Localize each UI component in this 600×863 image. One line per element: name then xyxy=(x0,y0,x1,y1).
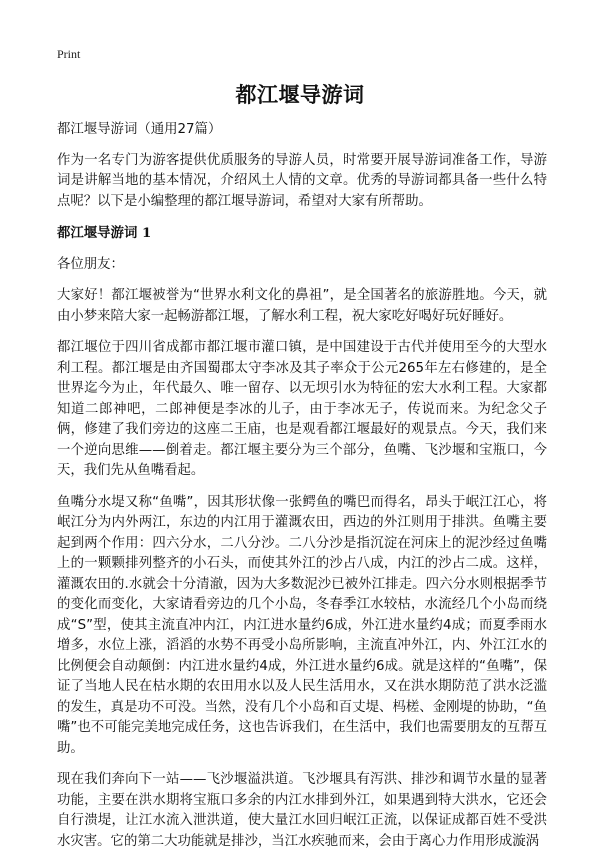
body-paragraph: 现在我们奔向下一站——飞沙堰溢洪道。飞沙堰具有泻洪、排沙和调节水量的显著功能，主要在洪水期将宝瓶口多余的内江水排到外江，如果遇到特大洪水，它还会自行溃堤，让江水流入泄洪道，使大量江水回归岷江正流，以保证成都百姓不受洪水灾害。它的第二大功能就是排沙，当江水疾驰而来，会由于离心力作用形成漩涡 xyxy=(57,772,547,849)
print-link[interactable]: Print xyxy=(57,47,81,61)
document-subtitle: 都江堰导游词（通用27篇） xyxy=(57,122,222,137)
body-paragraph: 大家好！都江堰被誉为“世界水利文化的鼻祖”，是全国著名的旅游胜地。今天，就由小梦来陪大家一起畅游都江堰，了解水利工程，祝大家吃好喝好玩好睡好。 xyxy=(57,288,547,324)
section-heading: 都江堰导游词 1 xyxy=(57,225,152,241)
body-paragraph: 鱼嘴分水堤又称“鱼嘴”，因其形状像一张鳄鱼的嘴巴而得名，昂头于岷江江心，将岷江分为内外两江，东边的内江用于灌溉农田，西边的外江则用于排洪。鱼嘴主要起到两个作用：四六分水，二八分沙。二八分沙是指沉淀在河床上的泥沙经过鱼嘴上的一颗颗排列整齐的小石头，而使其外江的沙占八成，内江的沙占二成。这样，灌溉农田的.水就会十分清澈，因为大多数泥沙已被外江排走。四六分水则根据季节的变化而变化，大家请看旁边的几个小岛，冬春季江水较枯，水流经几个小岛而绕成“S”型，使其主流直冲内江，内江进水量约6成，外江进水量约4成；而夏季雨水增多，水位上涨，滔滔的水势不再受小岛所影响，主流直冲外江，内、外江江水的比例便会自动颠倒：内江进水量约4成，外江进水量约6成。就是这样的“鱼嘴”，保证了当地人民在枯水期的农田用水以及人民生活用水，又在洪水期防范了洪水泛滥的发生，真是功不可没。当然，没有几个小岛和百丈堤、杩槎、金刚堤的协助，“鱼嘴”也不可能完美地完成任务，这也告诉我们，在生活中，我们也需要朋友的互帮互助。 xyxy=(57,494,547,756)
document-body xyxy=(57,120,547,863)
intro-paragraph: 作为一名专门为游客提供优质服务的导游人员，时常要开展导游词准备工作，导游词是讲解当地的基本情况，介绍风土人情的文章。优秀的导游词都具备一些什么特点呢？以下是小编整理的都江堰导游词，希望对大家有所帮助。 xyxy=(57,152,547,209)
page-title: 都江堰导游词 xyxy=(235,83,365,107)
body-paragraph: 都江堰位于四川省成都市都江堰市灌口镇，是中国建设于古代并使用至今的大型水利工程。都江堰是由齐国蜀郡太守李冰及其子率众于公元265年左右修建的，是全世界迄今为止，年代最久、唯一留存、以无坝引水为特征的宏大水利工程。大家都知道二郎神吧，二郎神便是李冰的儿子，由于李冰无子，传说而来。为纪念父子俩，修建了我们旁边的这座二王庙，也是观看都江堰最好的观景点。今天，我们来一个逆向思维——倒着走。都江堰主要分为三个部分，鱼嘴、飞沙堰和宝瓶口，今天，我们先从鱼嘴看起。 xyxy=(57,340,547,478)
greeting: 各位朋友： xyxy=(57,256,124,272)
